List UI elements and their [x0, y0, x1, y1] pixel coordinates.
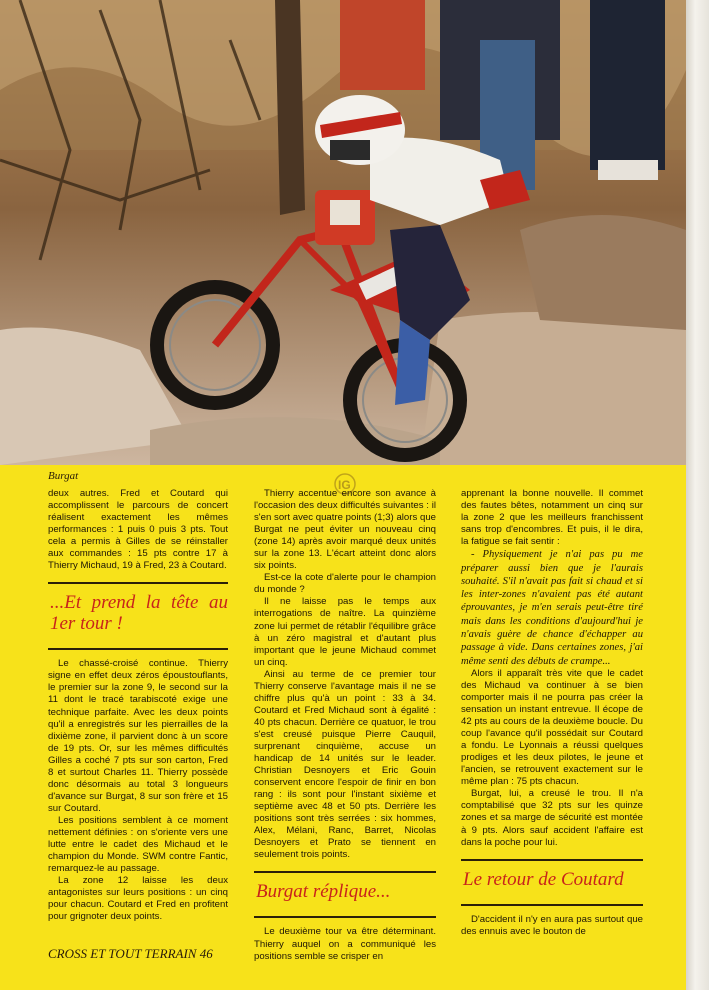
logo-text: IG [338, 478, 351, 492]
divider [48, 648, 228, 650]
paragraph: Est-ce la cote d'alerte pour le champion du monde ? [254, 572, 436, 596]
paragraph: Le deuxième tour va être déterminant. Thierry auquel on a communiqué les positions semble se crisper en [254, 926, 436, 962]
section-heading: Le retour de Coutard [463, 868, 624, 890]
paragraph: Alors il apparaît très vite que le cadet des Michaud va continuer à se bien comporter mais il ne pourra pas créer la sensation un instant entrevue. Il écope de 42 pts au cours de la deuxième boucle. Du coup l'avance qu'il possédait sur Coutard a fondu. Le Lyonnais a réussi quelques prodiges et les deux pilotes, le jeune et l'ancien, se retrouvent exactement sur le même plan : 75 pts chacun. [461, 667, 643, 788]
paragraph: Le chassé-croisé continue. Thierry signe en effet deux zéros époustouflants, le premier sur la zone 9, le second sur la 11 dont le tracé tarabiscoté exige une technique parfaite. Avec les deux points qu'il a enregistrés sur les pierrailles de la dixième zone, il parvient donc à un score de 19 pts. Or, sur les mêmes difficultés Gilles a coché 7 pts sur son carton, Fred 8 et surtout Charles 11. Thierry possède donc désormais au total 3 longueurs d'avance sur Burgat, 8 sur son frère et 15 sur Coutard. [48, 658, 228, 814]
paragraph: D'accident il n'y en aura pas surtout que des ennuis avec le bouton de [461, 913, 643, 937]
paragraph: Les positions semblent à ce moment nettement définies : on s'oriente vers une lutte entre le cadet des Michaud et le champion du Monde. SWM contre Fantic, remarquez-le au passage. [48, 814, 228, 875]
rider-photo [0, 0, 686, 465]
divider [461, 904, 643, 906]
paragraph: La zone 12 laisse les deux antagonistes sur leurs positions : un cinq pour chacun. Coutard et Fred en profitent pour grignoter deux points. [48, 875, 228, 923]
text-column-3 [461, 488, 643, 938]
paragraph: Il ne laisse pas le temps aux interrogations de naître. La quinzième zone lui permet de rétablir l'équilibre grâce à un zéro magistral et d'autant plus important que le jeune Michaud commet un cinq. [254, 596, 436, 668]
paragraph: apprenant la bonne nouvelle. Il commet des fautes bêtes, notamment un cinq sur la zone 2 que les meilleurs franchissent sans trop d'encombres. Et puis, il le dira, la fatigue se fait sentir : [461, 488, 643, 548]
text-column-2 [254, 488, 436, 963]
paragraph: Burgat, lui, a creusé le trou. Il n'a comptabilisé que 32 pts sur les quinze zones et sa marge de sécurité est montée à 9 pts. Alors sauf accident l'affaire est dans la poche pour lui. [461, 788, 643, 848]
text-column-1 [48, 488, 228, 923]
divider [254, 916, 436, 918]
photo-caption: Burgat [48, 470, 79, 482]
divider [254, 871, 436, 873]
divider [48, 582, 228, 584]
interview-quote: - Physiquement je n'ai pas pu me préparer aussi bien que je l'aurais souhaité. S'il n'avait pas fait si chaud et si les inter-zones n'avaient pas été autant éprouvantes, je m'en serais peut-être tiré mais dans les conditions d'aujourd'hui je n'avais guère de chance d'échapper au passage à vide. Dans certaines zones, j'ai même senti des débuts de crampe... [461, 549, 643, 667]
section-heading: ...Et prend la tête au 1er tour ! [50, 592, 228, 635]
divider [461, 859, 643, 861]
section-heading: Burgat réplique... [256, 881, 391, 903]
paragraph: Thierry accentue encore son avance à l'occasion des deux difficultés suivantes : il s'en sort avec quatre points (1;3) alors que Burgat ne peut éviter un nouveau cinq (zone 14) après avoir marqué deux unités sur la zone 13. L'écart atteint donc alors six points. [254, 488, 436, 572]
page-footer: CROSS ET TOUT TERRAIN 46 [48, 946, 213, 961]
page-spine [686, 0, 709, 990]
paragraph: deux autres. Fred et Coutard qui accomplissent le parcours de concert réalisent exactement les mêmes performances : 1 puis 0 puis 3 pts. Tout cela a permis à Gilles de se réinstaller aux commandes : 15 pts contre 17 à Thierry Michaud, 19 à Fred, 23 à Coutard. [48, 488, 228, 572]
paragraph: Ainsi au terme de ce premier tour Thierry conserve l'avantage mais il ne se chiffre plus qu'à un point : 33 à 34. Coutard et Fred Michaud sont à égalité : 40 pts chacun. Derrière ce quatuor, le trou s'est creusé puisque Pierre Cauquil, surprenant cinquième, accuse un handicap de 14 unités sur le leader. Christian Desnoyers et Eric Gouin conservent encore l'espoir de finir en bon rang : ils sont pour l'instant sixième et septième avec 48 et 50 pts. Derrière les positions sont très serrées : six hommes, Alex, Mélani, Ranc, Barret, Nicolas Desnoyers et Prato se tiennent en seulement trois points. [254, 668, 436, 861]
rider-illustration [0, 0, 686, 465]
